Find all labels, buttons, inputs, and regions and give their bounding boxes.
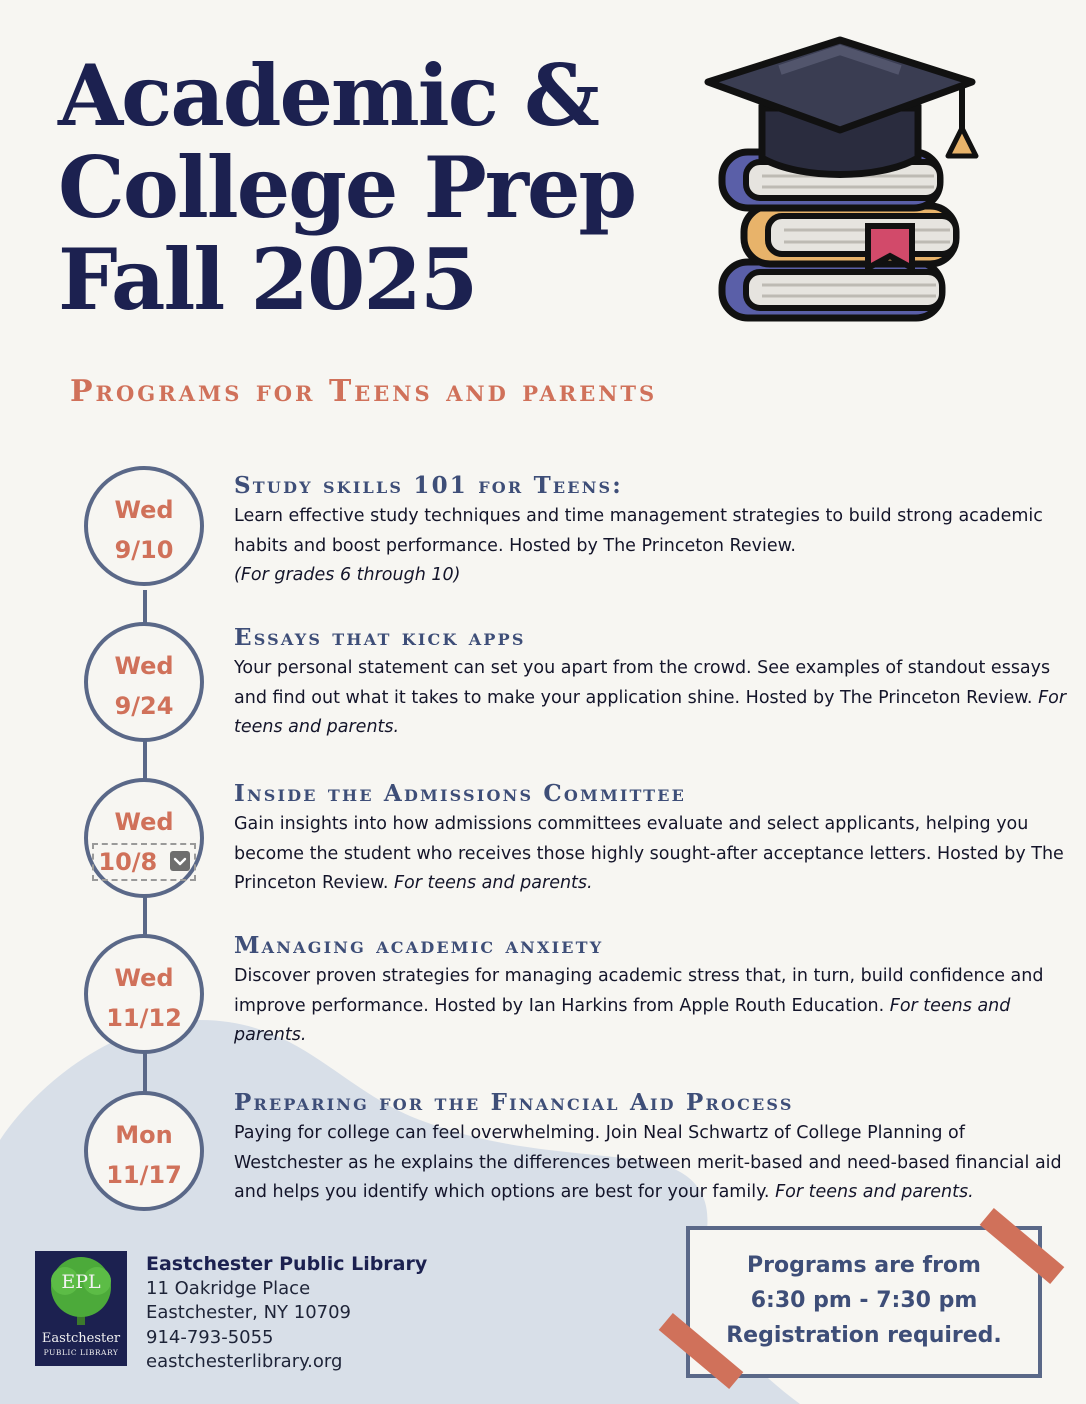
date-day: Wed [114,496,174,524]
event-essays [234,623,1074,743]
contact-info [146,1252,427,1375]
event-note: For teens and parents. [393,873,593,893]
website-link[interactable]: eastchesterlibrary.org [146,1351,343,1372]
event-description: Paying for college can feel overwhelming. Join Neal Schwartz of College Planning of Westchester as he explains the differences between merit-based and need-based financial aid and helps you identify which options are best for your family. For teens and parents. [234,1123,1062,1202]
event-note: For teens and parents. [775,1182,974,1202]
library-name: Eastchester Public Library [146,1253,428,1275]
event-financial-aid [234,1088,1074,1208]
event-study-skills [234,471,1074,591]
event-note: For teens and parents. [234,687,1067,737]
event-admissions [234,779,1074,899]
date-value: 9/10 [114,536,174,564]
event-note: (For grades 6 through 10) [234,565,461,585]
chevron-down-icon[interactable] [170,851,190,871]
phone: 914-793-5055 [146,1326,274,1348]
event-description: Your personal statement can set you apart from the crowd. See examples of standout essays and find out what it takes to make your application shine. Hosted by The Princeton Review. For teens and parents. [234,658,1067,737]
event-heading: Preparing for the Financial Aid Process [234,1089,794,1116]
notice-line-2: 6:30 pm - 7:30 pm [750,1288,978,1313]
notice-line-3: Registration required. [726,1323,1002,1348]
event-description: Learn effective study techniques and time management strategies to build strong academic habits and boost performance. Hosted by The Princeton Review. (For grades 6 through 10) [234,506,1043,585]
title-line-2: College Prep [58,138,636,237]
title-line-1: Academic & [58,46,598,145]
date-value: 11/17 [106,1161,182,1189]
date-edit-field[interactable] [92,843,195,881]
event-heading: Study skills 101 for Teens: [234,472,623,499]
notice-line-1: Programs are from [747,1253,981,1278]
library-logo [35,1251,127,1366]
date-day: Wed [114,652,174,680]
date-day: Wed [114,808,174,836]
date-value: 9/24 [114,692,174,720]
address-line-1: 11 Oakridge Place [146,1277,311,1299]
event-note: For teens and parents. [234,995,1011,1045]
date-circle-5 [84,1091,204,1211]
title-line-3: Fall 2025 [58,230,477,329]
logo-abbr: EPL [61,1271,101,1293]
date-day: Mon [115,1121,173,1149]
date-value: 10/8 [98,848,158,876]
date-circle-4 [84,934,204,1054]
event-description: Gain insights into how admissions committees evaluate and select applicants, helping you become the student who receives those highly sought-after acceptance letters. Hosted by The Princeton Review. For teens and parents. [234,814,1064,893]
date-circle-3 [84,778,204,898]
event-heading: Managing academic anxiety [234,932,604,959]
date-day: Wed [114,964,174,992]
graduation-cap-books-icon [700,30,990,330]
event-anxiety [234,931,1074,1051]
program-notice [686,1226,1042,1378]
logo-name: Eastchester [41,1331,121,1346]
date-circle-1 [84,466,204,586]
date-circle-2 [84,622,204,742]
subtitle: Programs for Teens and parents [70,374,658,409]
event-heading: Essays that kick apps [234,624,526,651]
address-line-2: Eastchester, NY 10709 [146,1302,352,1323]
page-title [58,46,636,329]
date-value: 11/12 [106,1004,182,1032]
event-heading: Inside the Admissions Committee [234,780,686,807]
event-description: Discover proven strategies for managing academic stress that, in turn, build confidence and improve performance. Hosted by Ian Harkins from Apple Routh Education. For teens and parents. [234,966,1044,1045]
logo-subname: PUBLIC LIBRARY [43,1348,119,1357]
